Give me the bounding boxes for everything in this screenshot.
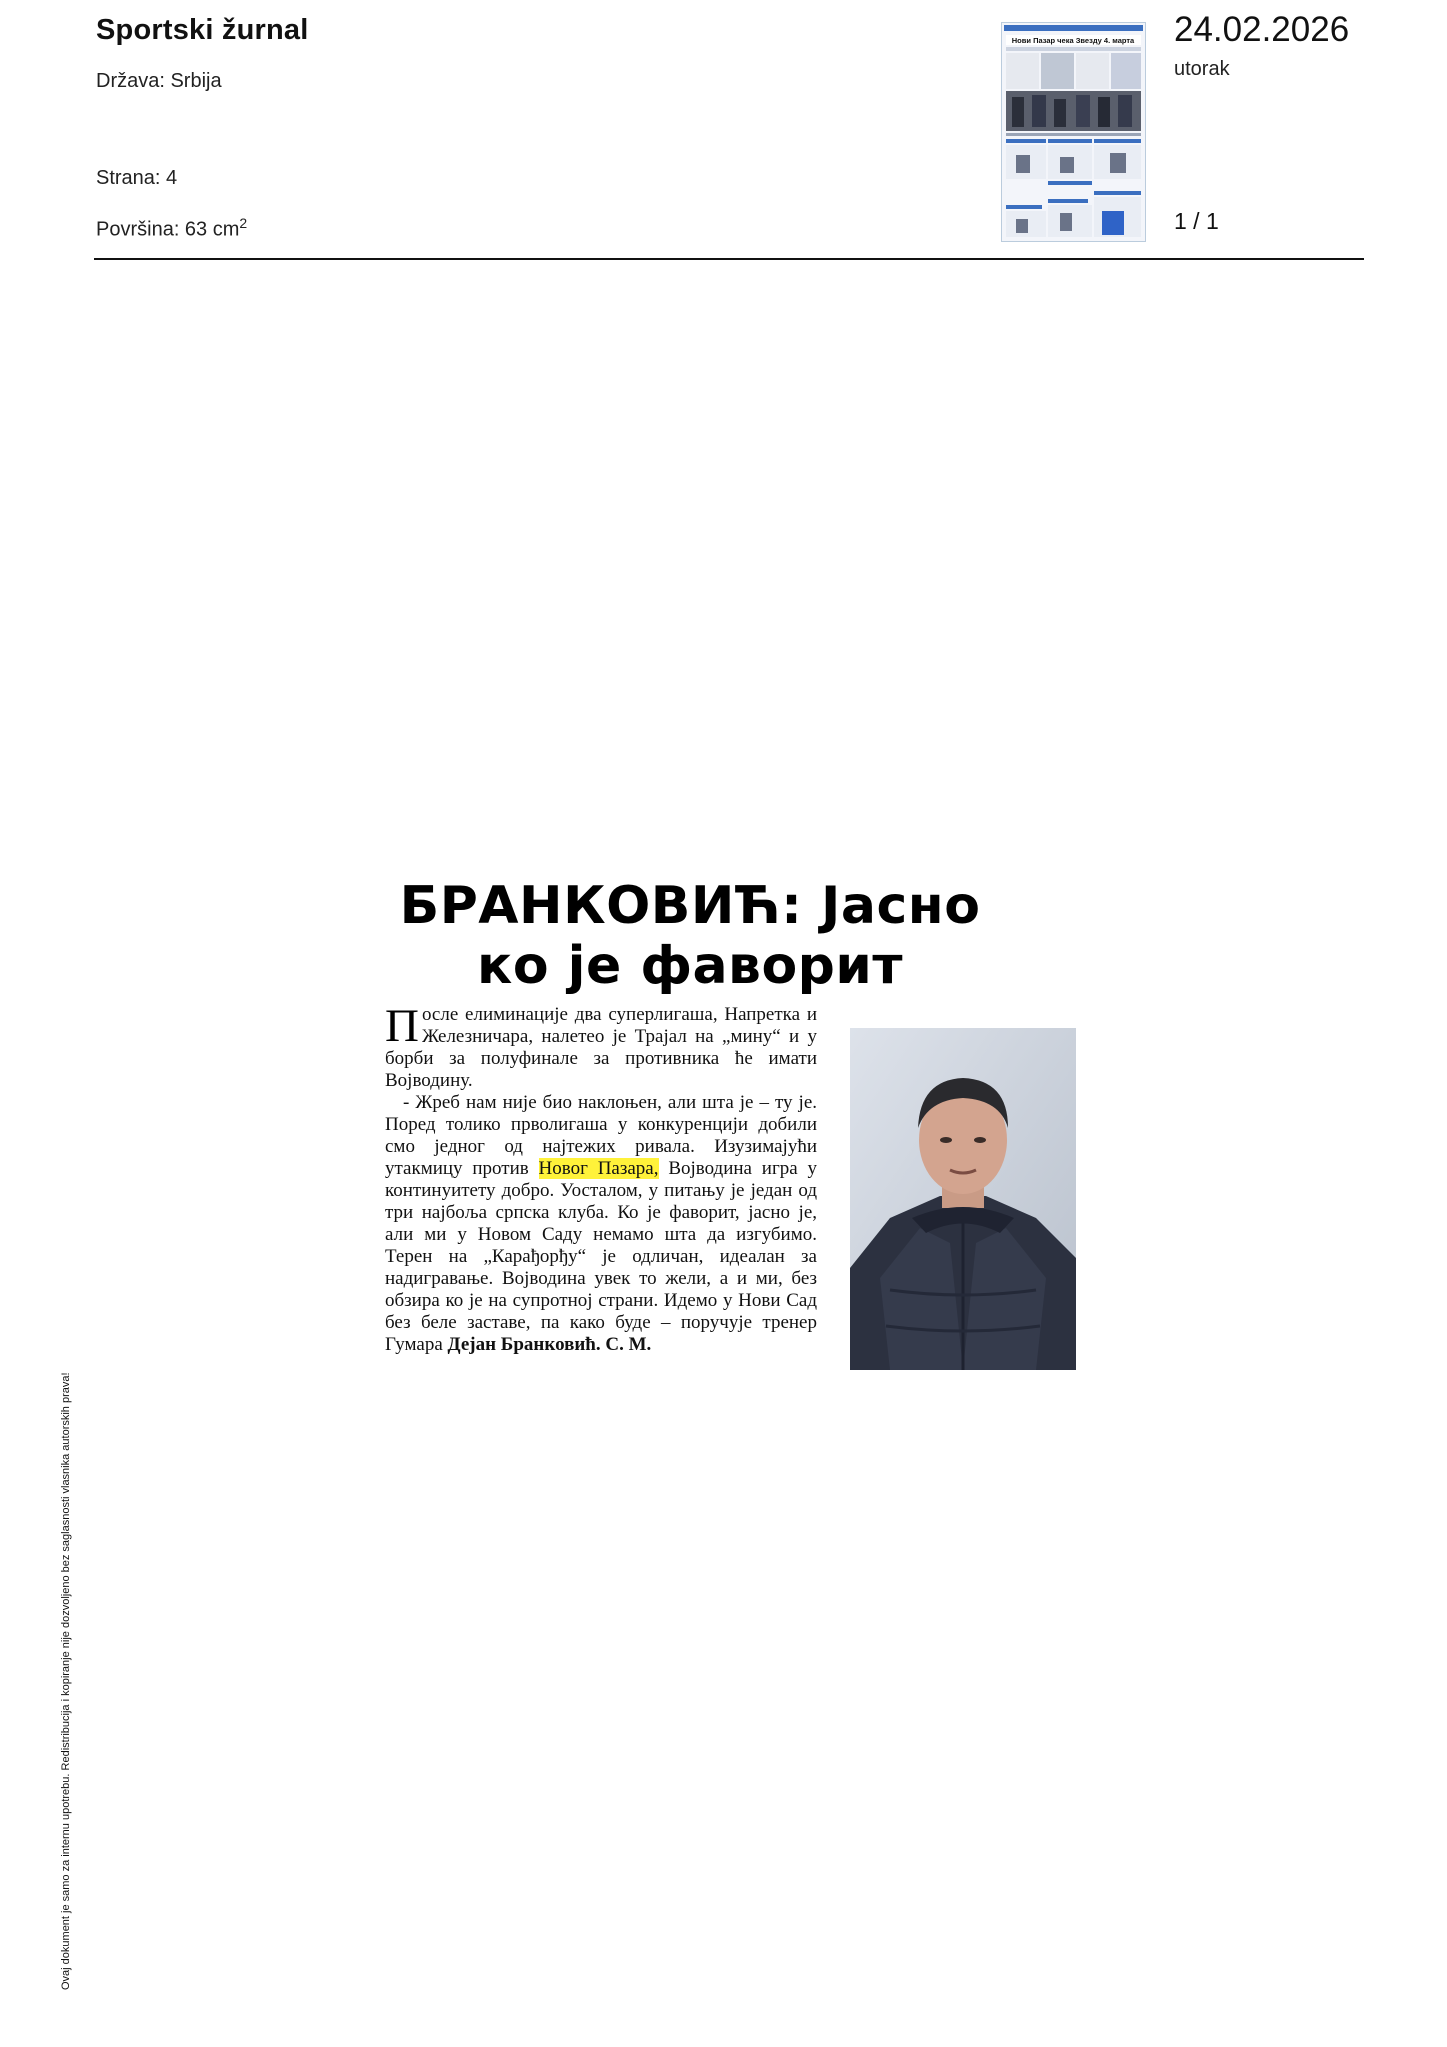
paragraph-2-text-start: - Жреб нам није био наклоњен, али шта је – ту је. Поред толико прволигаша у конкуренцији добили смо једног од најтежих ривала. Изузимајући утакмицу против	[385, 1092, 817, 1179]
page-thumbnail[interactable]	[1001, 22, 1146, 242]
publication-name: Sportski žurnal	[96, 14, 309, 46]
area-label	[96, 215, 247, 242]
article-body	[385, 1000, 818, 1356]
header-left	[96, 14, 309, 47]
headline-line-2: ко је фаворит	[477, 936, 903, 996]
header-divider	[94, 258, 1364, 260]
article-paragraph-2	[385, 1092, 817, 1356]
page-label: Strana: 4	[96, 167, 178, 189]
country-label: Država: Srbija	[96, 70, 222, 92]
area-value: Površina: 63 cm	[96, 218, 240, 241]
issue-date: 24.02.2026	[1174, 10, 1350, 49]
author-signature: С. М.	[605, 1334, 652, 1355]
paragraph-2-text-end: Војводина игра у континуитету добро. Уосталом, у питању је један од три најбоља српска клуба. Ко је фаворит, јасно је, али ми у Новом Саду немамо шта да изгубимо. Терен на „Карађорђу“ је одличан, идеалан за надигравање. Војводина увек то жели, а и ми, без обзира ко је на супротној страни. Идемо у Нови Сад без беле заставе, па како буде – поручује тренер Гумара	[385, 1158, 818, 1355]
article-paragraph-1	[385, 1000, 817, 1092]
quoted-person: Дејан Бранковић.	[447, 1334, 601, 1355]
thumbnail-headline: Нови Пазар чека Звезду 4. марта	[1011, 36, 1135, 45]
coach-portrait	[850, 1028, 1076, 1370]
page-counter: 1 / 1	[1174, 208, 1219, 234]
highlighted-term: Новог Пазара,	[538, 1158, 659, 1179]
copyright-disclaimer: Ovaj dokument je samo za internu upotrebu. Redistribucija i kopiranje nije dozvoljeno bez saglasnosti vlasnika autorskih prava!	[60, 1372, 72, 1990]
article-headline	[380, 876, 1000, 996]
article-photo	[850, 1028, 1076, 1370]
area-unit-exponent: 2	[239, 215, 248, 231]
paragraph-1-text: осле елиминације два суперлигаша, Напретка и Железничара, налетео је Трајал на „мину“ и у борби за полуфинале за противника ће имати Војводину.	[385, 1004, 817, 1091]
thumbnail-image	[1002, 23, 1145, 241]
drop-cap: П	[385, 1000, 419, 1052]
issue-weekday: utorak	[1174, 58, 1230, 80]
headline-line-1: БРАНКОВИЋ: Јасно	[399, 876, 981, 936]
